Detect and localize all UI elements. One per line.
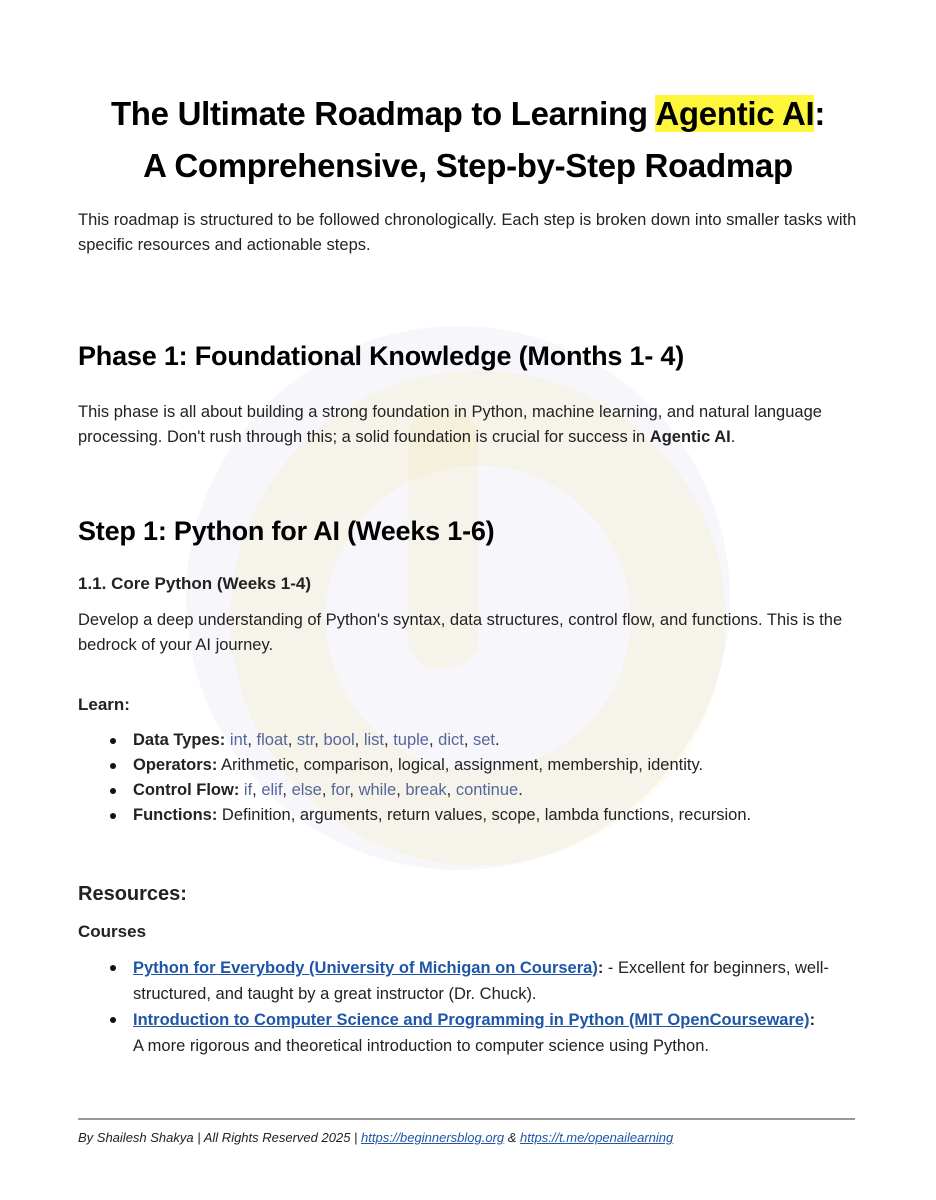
course-link-mit-intro-cs[interactable]: Introduction to Computer Science and Programming in Python (MIT OpenCourseware) bbox=[133, 1011, 810, 1029]
footer bbox=[78, 1129, 673, 1147]
list-item: Control Flow: if, elif, else, for, while, break, continue. bbox=[78, 778, 868, 803]
footer-amp: & bbox=[504, 1130, 521, 1145]
data-types-label: Data Types: bbox=[133, 731, 226, 749]
courses-list bbox=[78, 955, 868, 1059]
keyword: continue bbox=[455, 781, 519, 799]
keyword: bool bbox=[323, 731, 355, 749]
learn-list bbox=[78, 728, 868, 828]
core-python-heading: 1.1. Core Python (Weeks 1-4) bbox=[78, 574, 312, 593]
course-description: - Excellent for beginners, well-structured, and taught by a great instructor (Dr. Chuck). bbox=[133, 959, 829, 1003]
title-text: The Ultimate Roadmap to Learning bbox=[110, 95, 648, 132]
keyword: dict bbox=[438, 731, 464, 749]
functions-text: Definition, arguments, return values, scope, lambda functions, recursion. bbox=[221, 806, 752, 824]
list-item bbox=[78, 955, 868, 1007]
keyword: elif bbox=[261, 781, 283, 799]
document-title bbox=[40, 88, 896, 192]
keyword: float bbox=[256, 731, 288, 749]
courses-label: Courses bbox=[78, 922, 147, 941]
keyword: set bbox=[473, 731, 496, 749]
keyword: break bbox=[405, 781, 447, 799]
list-item bbox=[78, 803, 868, 828]
title-highlight: Agentic AI bbox=[655, 95, 815, 132]
title-colon: : bbox=[814, 95, 826, 132]
footer-divider bbox=[78, 1118, 855, 1120]
operators-label: Operators: bbox=[133, 756, 218, 774]
course-colon: : bbox=[597, 959, 604, 977]
keyword: else bbox=[291, 781, 322, 799]
intro-paragraph: This roadmap is structured to be followed chronologically. Each step is broken down into smaller tasks with specific resources and actionable steps. bbox=[78, 211, 857, 254]
resources-heading: Resources: bbox=[78, 883, 187, 905]
keyword: int bbox=[229, 731, 248, 749]
functions-label: Functions: bbox=[133, 806, 218, 824]
footer-link-blog[interactable]: https://beginnersblog.org bbox=[361, 1130, 505, 1145]
keyword: list bbox=[363, 731, 385, 749]
keyword: tuple bbox=[393, 731, 429, 749]
learn-label: Learn: bbox=[78, 695, 130, 714]
phase1-period: . bbox=[730, 428, 736, 446]
list-item bbox=[78, 1007, 868, 1059]
phase1-heading: Phase 1: Foundational Knowledge (Months 1- 4) bbox=[78, 341, 685, 371]
keyword: str bbox=[296, 731, 315, 749]
list-item bbox=[78, 753, 868, 778]
control-flow-label: Control Flow: bbox=[133, 781, 240, 799]
operators-text: Arithmetic, comparison, logical, assignment, membership, identity. bbox=[221, 756, 704, 774]
title-subtitle: A Comprehensive, Step-by-Step Roadmap bbox=[143, 147, 793, 184]
course-colon: : bbox=[809, 1011, 816, 1029]
course-link-python-for-everybody[interactable]: Python for Everybody (University of Michigan on Coursera) bbox=[133, 959, 598, 977]
list-item: Data Types: int, float, str, bool, list, tuple, dict, set. bbox=[78, 728, 868, 753]
phase1-paragraph bbox=[78, 400, 878, 450]
core-python-description: Develop a deep understanding of Python's syntax, data structures, control flow, and functions. This is the bedrock of your AI journey. bbox=[78, 611, 843, 654]
keyword: for bbox=[331, 781, 350, 799]
step1-heading: Step 1: Python for AI (Weeks 1-6) bbox=[78, 516, 495, 546]
phase1-text: This phase is all about building a strong foundation in Python, machine learning, and natural language processing. Don't rush through this; a solid foundation is crucial for success in bbox=[78, 403, 822, 446]
footer-author: By Shailesh Shakya | All Rights Reserved 2025 | bbox=[78, 1130, 362, 1145]
phase1-bold: Agentic AI bbox=[649, 428, 731, 446]
footer-link-telegram[interactable]: https://t.me/openailearning bbox=[520, 1130, 674, 1145]
keyword: if bbox=[243, 781, 253, 799]
keyword: while bbox=[358, 781, 397, 799]
course-description: A more rigorous and theoretical introduction to computer science using Python. bbox=[133, 1037, 709, 1055]
